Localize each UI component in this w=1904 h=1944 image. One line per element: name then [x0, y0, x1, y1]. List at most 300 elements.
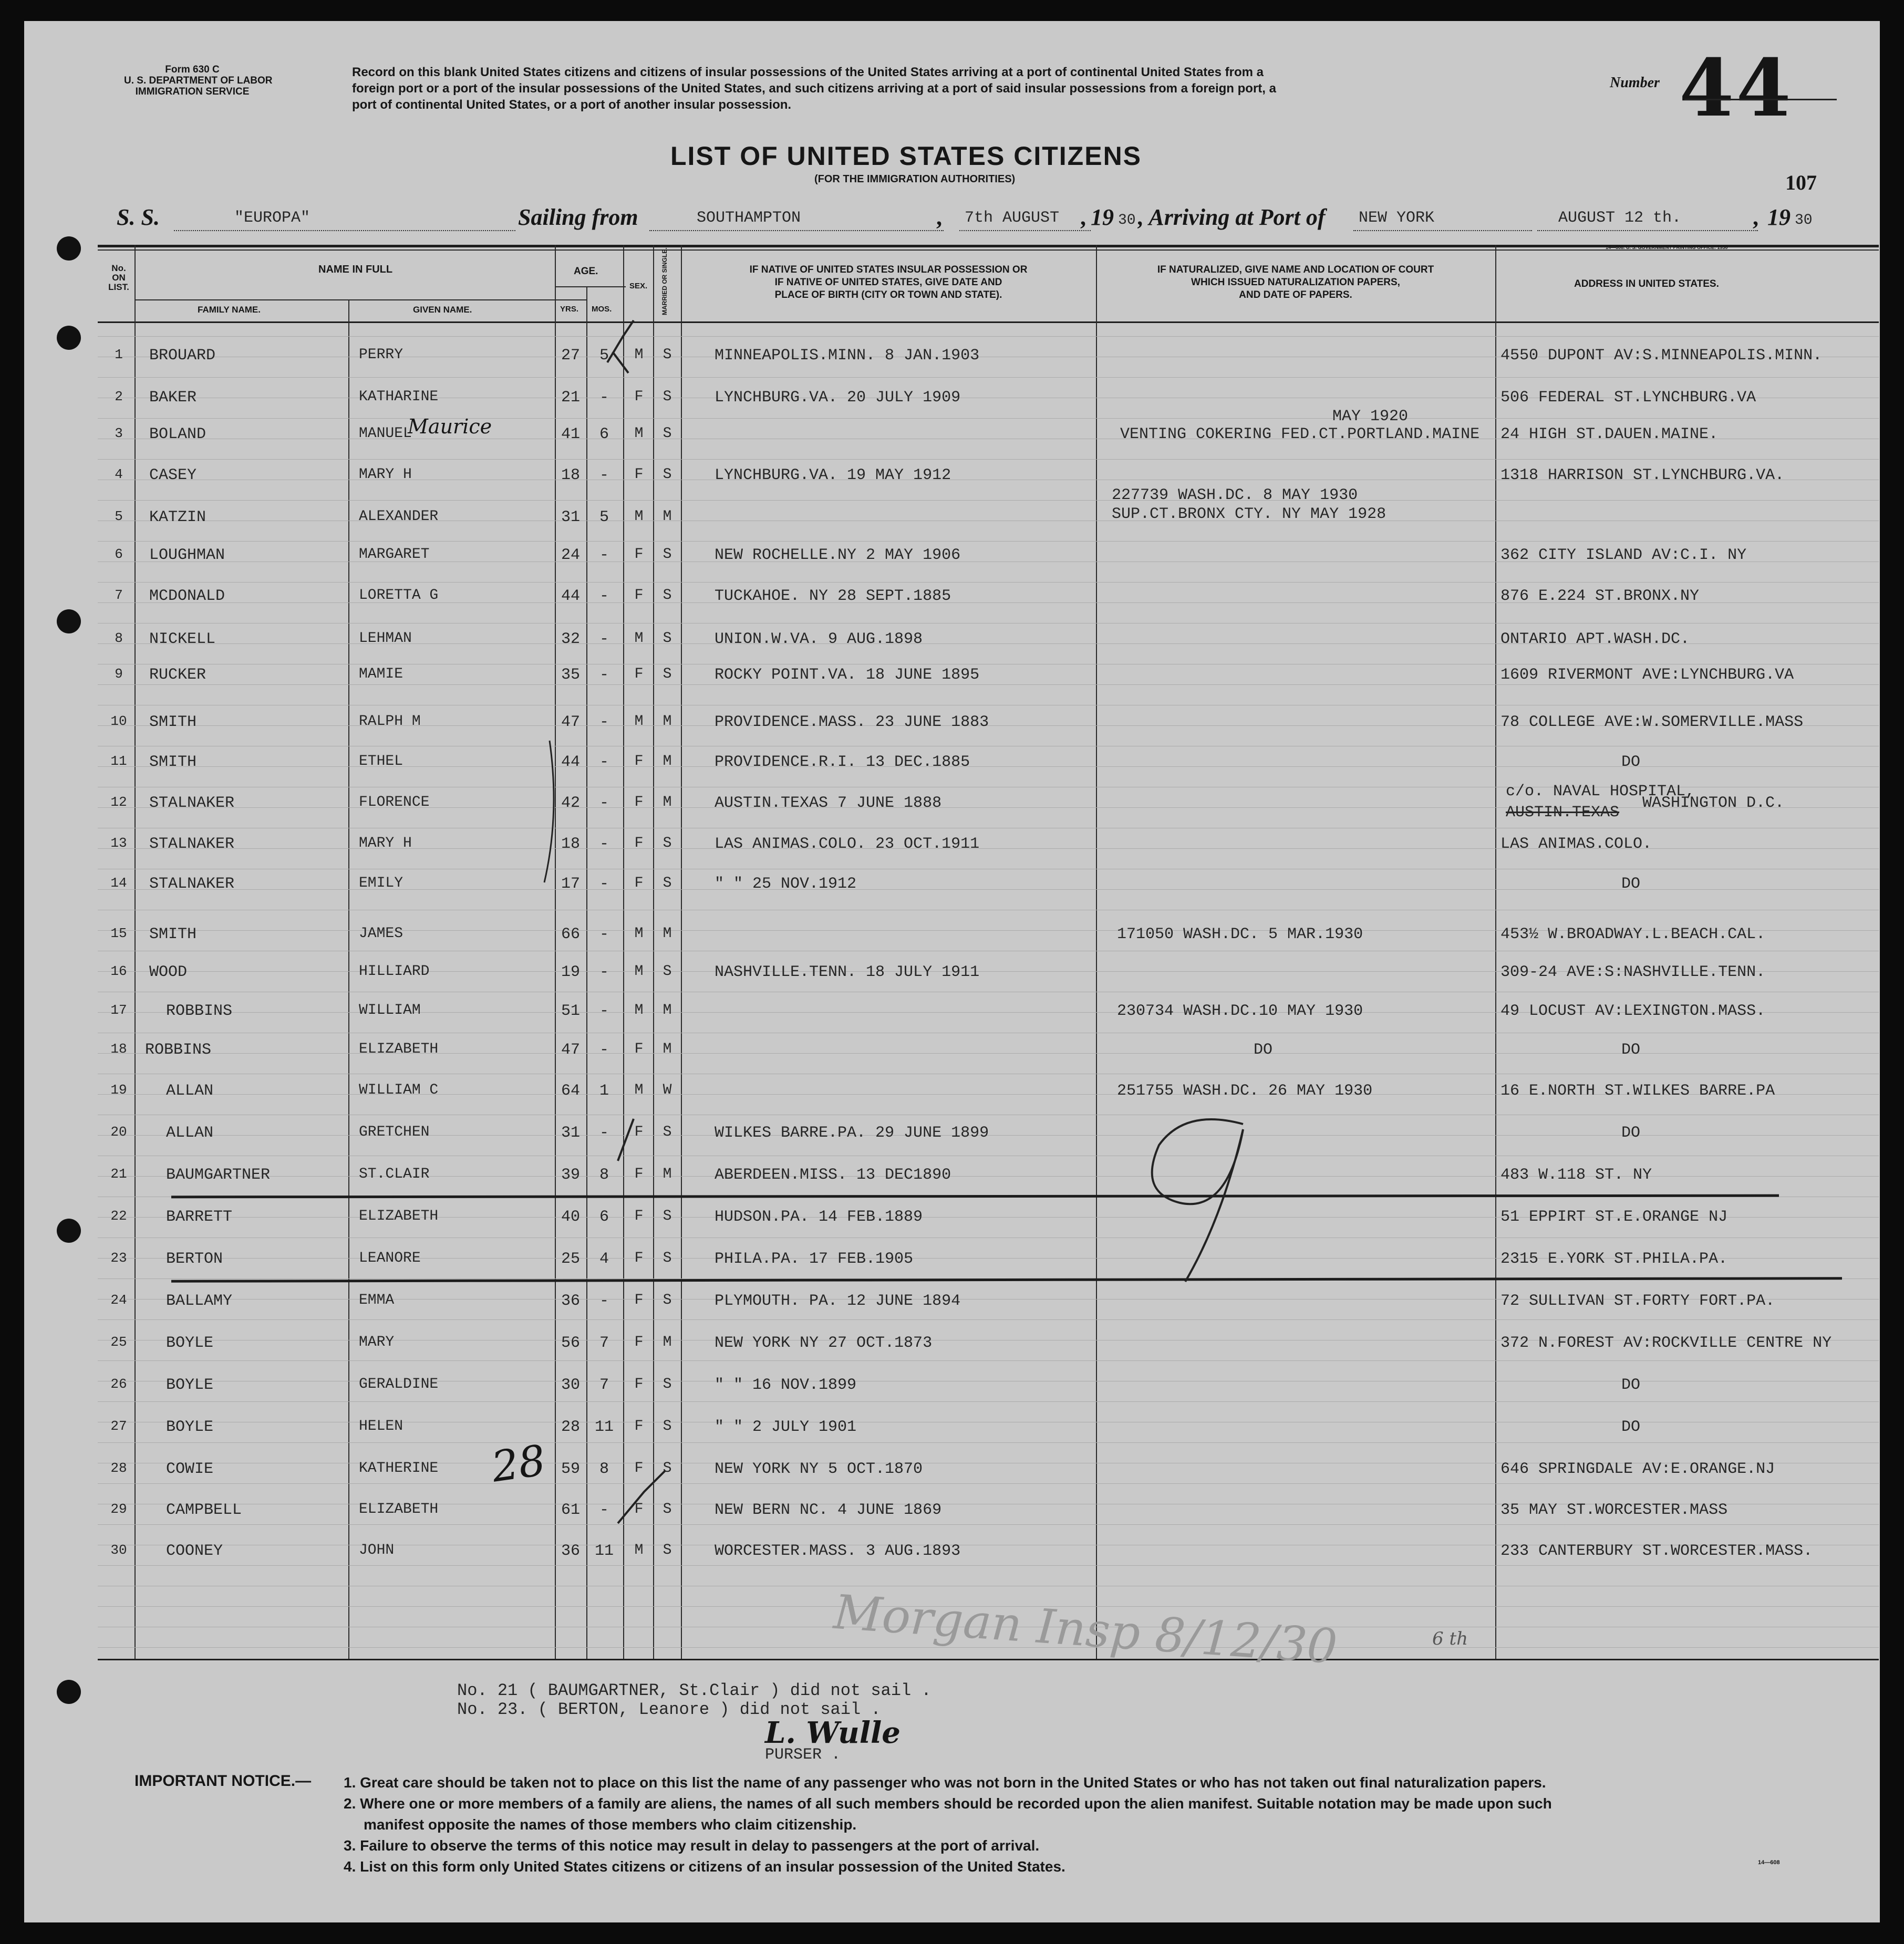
inspector-stamp: Morgan Insp 8/12/30: [832, 1584, 1339, 1675]
cell-yrs: 41: [561, 425, 581, 443]
cell-birth: NEW BERN NC. 4 JUNE 1869: [715, 1501, 942, 1519]
notice-title: IMPORTANT NOTICE.—: [134, 1772, 312, 1790]
cell-addr: 506 FEDERAL ST.LYNCHBURG.VA: [1501, 389, 1756, 407]
cell-no: 11: [110, 753, 127, 769]
printer-line: 14—608. U. S. GOVERNMENT PRINTING OFFICE: 1930: [1606, 245, 1728, 250]
cell-no: 10: [110, 713, 127, 729]
form-info: [124, 64, 273, 97]
cell-no: 15: [110, 926, 127, 941]
cell-birth: " " 2 JULY 1901: [715, 1418, 857, 1436]
ledger-line: [98, 1442, 1879, 1443]
cell-yrs: 30: [561, 1376, 581, 1394]
cell-addr: LAS ANIMAS.COLO.: [1501, 835, 1652, 853]
cell-sex: F: [634, 875, 644, 891]
cell-nat: 230734 WASH.DC.10 MAY 1930: [1117, 1002, 1363, 1020]
cell-no: 4: [115, 466, 123, 482]
cell-given: ELIZABETH: [359, 1041, 439, 1057]
cell-addr: ONTARIO APT.WASH.DC.: [1501, 630, 1690, 648]
cell-given: GERALDINE: [359, 1376, 439, 1392]
hand-nine: [1138, 1114, 1264, 1292]
cell-no: 27: [110, 1418, 127, 1434]
cell-ms: S: [663, 546, 672, 563]
number-label: Number: [1610, 75, 1660, 91]
cell-yrs: 47: [561, 1041, 581, 1059]
check-marks: [602, 315, 686, 1628]
ledger-line: [98, 1360, 1879, 1361]
cell-yrs: 19: [561, 963, 581, 981]
cell-given: ETHEL: [359, 753, 403, 770]
cell-family: CASEY: [149, 466, 197, 484]
cell-yrs: 47: [561, 713, 581, 731]
header-age: AGE.: [574, 266, 598, 277]
cell-ms: S: [663, 666, 672, 682]
punch-hole: [57, 236, 81, 261]
cell-family: COWIE: [166, 1460, 214, 1478]
cell-no: 21: [110, 1166, 127, 1182]
cell-given: RALPH M: [359, 713, 421, 730]
cell-addr: DO: [1621, 753, 1641, 771]
cell-yrs: 31: [561, 508, 581, 526]
cell-addr: 483 W.118 ST. NY: [1501, 1166, 1652, 1184]
cell-addr: 4550 DUPONT AV:S.MINNEAPOLIS.MINN.: [1501, 347, 1823, 365]
cell-no: 8: [115, 630, 123, 646]
ledger-line: [98, 1565, 1879, 1566]
cell-yrs: 36: [561, 1292, 581, 1310]
footnote-row-23: No. 23. ( BERTON, Leanore ) did not sail .: [457, 1700, 881, 1719]
ledger-line: [98, 418, 1879, 419]
header-married: MARRIED OR SINGLE.: [661, 247, 668, 315]
cell-ms: W: [663, 1082, 672, 1098]
cell-sex: M: [634, 347, 644, 363]
page-number: 107: [1785, 171, 1817, 194]
strike-row-21: [171, 1194, 1779, 1199]
cell-family: BERTON: [166, 1250, 223, 1268]
cell-family: BAUMGARTNER: [166, 1166, 271, 1184]
cell-ms: S: [663, 1208, 672, 1224]
cell-sex: F: [634, 389, 644, 405]
cell-sex: F: [634, 1460, 644, 1477]
cell-yrs: 24: [561, 546, 581, 564]
notice-item: 2. Where one or more members of a family are aliens, the names of all such members should be recorded upon the alien manifest. Suitable notation may be made upon such: [344, 1795, 1552, 1812]
cell-addr: DO: [1621, 1041, 1641, 1059]
header-no: No. ON LIST.: [108, 263, 129, 292]
cell-sex: M: [634, 630, 644, 647]
cell-given: HILLIARD: [359, 963, 430, 980]
cell-family: ALLAN: [166, 1082, 214, 1100]
cell-mos: -: [599, 1501, 609, 1519]
cell-given: ST.CLAIR: [359, 1166, 430, 1182]
cell-family: KATZIN: [149, 508, 206, 526]
cell-ms: M: [663, 713, 672, 730]
instructions: [352, 64, 1276, 113]
row3-hand-given: Maurice: [408, 415, 492, 438]
cell-sex: F: [634, 1041, 644, 1057]
ship-name: "EUROPA": [234, 209, 311, 227]
arrival-year: 30: [1795, 212, 1813, 228]
cell-yrs: 61: [561, 1501, 581, 1519]
cell-mos: -: [599, 963, 609, 981]
cell-mos: -: [599, 875, 609, 893]
cell-addr: 646 SPRINGDALE AV:E.ORANGE.NJ: [1501, 1460, 1775, 1478]
cell-sex: M: [634, 963, 644, 980]
cell-ms: S: [663, 630, 672, 647]
ledger-line: [98, 377, 1879, 378]
cell-addr: 35 MAY ST.WORCESTER.MASS: [1501, 1501, 1728, 1519]
cell-mos: 8: [599, 1460, 609, 1478]
ledger-line: [98, 336, 1879, 337]
cell-family: NICKELL: [149, 630, 216, 648]
cell-family: BOYLE: [166, 1334, 214, 1352]
notice-code: 14—608: [1758, 1859, 1780, 1866]
cell-sex: F: [634, 1292, 644, 1308]
cell-birth: WORCESTER.MASS. 3 AUG.1893: [715, 1542, 961, 1560]
cell-mos: -: [599, 1002, 609, 1020]
cell-given: MANUEL: [359, 425, 412, 442]
cell-family: WOOD: [149, 963, 188, 981]
cell-mos: -: [599, 546, 609, 564]
cell-no: 1: [115, 347, 123, 362]
cell-ms: M: [663, 794, 672, 810]
cell-family: BOYLE: [166, 1418, 214, 1436]
sailing-from-label: Sailing from: [518, 204, 638, 230]
cell-ms: S: [663, 1376, 672, 1392]
cell-given: JOHN: [359, 1542, 395, 1558]
cell-addr: 51 EPPIRT ST.E.ORANGE NJ: [1501, 1208, 1728, 1226]
cell-mos: 7: [599, 1334, 609, 1352]
punch-hole: [57, 326, 81, 350]
cell-birth: PLYMOUTH. PA. 12 JUNE 1894: [715, 1292, 961, 1310]
cell-mos: 6: [599, 1208, 609, 1226]
cell-family: SMITH: [149, 713, 197, 731]
cell-addr: 24 HIGH ST.DAUEN.MAINE.: [1501, 425, 1719, 443]
cell-family: COONEY: [166, 1542, 223, 1560]
cell-addr: 233 CANTERBURY ST.WORCESTER.MASS.: [1501, 1542, 1813, 1560]
cell-ms: S: [663, 1501, 672, 1517]
cell-sex: M: [634, 1002, 644, 1018]
header-given-name: GIVEN NAME.: [413, 305, 472, 315]
cell-no: 14: [110, 875, 127, 891]
page-subtitle: (FOR THE IMMIGRATION AUTHORITIES): [814, 173, 1016, 185]
cell-ms: M: [663, 1041, 672, 1057]
cell-given: ALEXANDER: [359, 508, 439, 525]
cell-sex: M: [634, 508, 644, 525]
cell-addr: WASHINGTON D.C.: [1642, 794, 1785, 812]
cell-ms: M: [663, 926, 672, 942]
header-family-name: FAMILY NAME.: [198, 305, 261, 315]
sailing-year: 30: [1118, 212, 1136, 228]
strike-row-23: [171, 1277, 1842, 1283]
cell-no: 3: [115, 425, 123, 441]
sailing-date: 7th AUGUST: [965, 209, 1060, 227]
cell-yrs: 66: [561, 926, 581, 943]
cell-sex: M: [634, 1082, 644, 1098]
cell-yrs: 42: [561, 794, 581, 812]
cell-birth: ABERDEEN.MISS. 13 DEC1890: [715, 1166, 951, 1184]
cell-yrs: 18: [561, 466, 581, 484]
cell-given: MARY: [359, 1334, 395, 1350]
cell-ms: S: [663, 875, 672, 891]
cell-mos: 8: [599, 1166, 609, 1184]
cell-addr: 362 CITY ISLAND AV:C.I. NY: [1501, 546, 1747, 564]
cell-family: ALLAN: [166, 1124, 214, 1142]
cell-family: BALLAMY: [166, 1292, 233, 1310]
cell-family: MCDONALD: [149, 587, 225, 605]
cell-mos: -: [599, 794, 609, 812]
cell-birth: UNION.W.VA. 9 AUG.1898: [715, 630, 923, 648]
ledger-line: [98, 1524, 1879, 1525]
cell-sex: F: [634, 1418, 644, 1434]
cell-ms: S: [663, 587, 672, 604]
cell-mos: -: [599, 1124, 609, 1142]
cell-nat: 251755 WASH.DC. 26 MAY 1930: [1117, 1082, 1373, 1100]
cell-birth: LAS ANIMAS.COLO. 23 OCT.1911: [715, 835, 980, 853]
cell-sex: F: [634, 1376, 644, 1392]
cell-given: WILLIAM: [359, 1002, 421, 1018]
cell-addr: DO: [1621, 875, 1641, 893]
cell-given: LEHMAN: [359, 630, 412, 647]
cell-addr: 372 N.FOREST AV:ROCKVILLE CENTRE NY: [1501, 1334, 1832, 1352]
cell-birth: PROVIDENCE.R.I. 13 DEC.1885: [715, 753, 970, 771]
cell-addr: 1609 RIVERMONT AVE:LYNCHBURG.VA: [1501, 666, 1794, 684]
cell-sex: F: [634, 753, 644, 770]
purser-signature: L. Wulle: [765, 1716, 901, 1750]
instruction-line: Record on this blank United States citizens and citizens of insular possessions of the United States arriving at a port of continental United States from a: [352, 65, 1264, 79]
cell-sex: F: [634, 1334, 644, 1350]
cell-family: BOLAND: [149, 425, 206, 443]
header-naturalized: IF NATURALIZED, GIVE NAME AND LOCATION OF COURT WHICH ISSUED NATURALIZATION PAPERS, AND DATE OF PAPERS.: [1157, 264, 1434, 300]
cell-birth: NEW YORK NY 5 OCT.1870: [715, 1460, 923, 1478]
ledger-line: [98, 1319, 1879, 1320]
cell-family: BARRETT: [166, 1208, 233, 1226]
cell-no: 17: [110, 1002, 127, 1018]
cell-mos: -: [599, 753, 609, 771]
sailing-from: SOUTHAMPTON: [697, 209, 801, 227]
cell-given: MARY H: [359, 835, 412, 851]
purser-label: PURSER .: [765, 1746, 841, 1764]
cell-family: SMITH: [149, 926, 197, 943]
cell-given: KATHARINE: [359, 389, 439, 405]
cell-sex: F: [634, 546, 644, 563]
cell-family: LOUGHMAN: [149, 546, 225, 564]
cell-birth: " " 16 NOV.1899: [715, 1376, 857, 1394]
department: U. S. DEPARTMENT OF LABOR: [124, 75, 273, 86]
cell-mos: -: [599, 466, 609, 484]
cell-nat: VENTING COKERING FED.CT.PORTLAND.MAINE: [1120, 425, 1480, 443]
cell-ms: S: [663, 1250, 672, 1266]
instruction-line: port of continental United States, or a port of another insular possession.: [352, 98, 792, 112]
cell-yrs: 40: [561, 1208, 581, 1226]
ledger-line: [98, 582, 1879, 583]
cell-sex: F: [634, 794, 644, 810]
cell-family: BAKER: [149, 389, 197, 407]
cell-addr: 49 LOCUST AV:LEXINGTON.MASS.: [1501, 1002, 1766, 1020]
cell-given: MAMIE: [359, 666, 403, 682]
row12-addr-above: c/o. NAVAL HOSPITAL,: [1506, 783, 1695, 801]
cell-given: EMILY: [359, 875, 403, 891]
cell-addr: 16 E.NORTH ST.WILKES BARRE.PA: [1501, 1082, 1775, 1100]
cell-addr: 309-24 AVE:S:NASHVILLE.TENN.: [1501, 963, 1766, 981]
cell-birth: HUDSON.PA. 14 FEB.1889: [715, 1208, 923, 1226]
cell-given: GRETCHEN: [359, 1124, 430, 1140]
cell-family: STALNAKER: [149, 835, 235, 853]
notice-item: manifest opposite the names of those members who claim citizenship.: [364, 1816, 857, 1833]
cell-family: ROBBINS: [166, 1002, 233, 1020]
cell-addr: 1318 HARRISON ST.LYNCHBURG.VA.: [1501, 466, 1785, 484]
cell-sex: F: [634, 1124, 644, 1140]
cell-family: CAMPBELL: [166, 1501, 242, 1519]
form-number: Form 630 C: [165, 64, 220, 75]
cell-yrs: 64: [561, 1082, 581, 1100]
cell-no: 18: [110, 1041, 127, 1057]
cell-given: PERRY: [359, 347, 403, 363]
cell-addr: DO: [1621, 1376, 1641, 1394]
inspector-initials: 6 th: [1432, 1628, 1468, 1649]
punch-hole: [57, 609, 81, 633]
notice-item: 4. List on this form only United States citizens or citizens of an insular possession of the United States.: [344, 1858, 1065, 1875]
header-mos: MOS.: [592, 305, 612, 314]
cell-ms: M: [663, 1166, 672, 1182]
cell-birth: LYNCHBURG.VA. 19 MAY 1912: [715, 466, 951, 484]
cell-mos: 5: [599, 347, 609, 365]
cell-birth: AUSTIN.TEXAS 7 JUNE 1888: [715, 794, 942, 812]
service: IMMIGRATION SERVICE: [135, 86, 250, 97]
cell-birth: NASHVILLE.TENN. 18 JULY 1911: [715, 963, 980, 981]
cell-sex: M: [634, 1542, 644, 1558]
cell-ms: S: [663, 425, 672, 442]
cell-family: STALNAKER: [149, 794, 235, 812]
cell-yrs: 21: [561, 389, 581, 407]
cell-no: 6: [115, 546, 123, 562]
ledger-line: [98, 684, 1879, 685]
hand-mark-28: 28: [489, 1436, 549, 1492]
header-name-in-full: NAME IN FULL: [318, 264, 393, 275]
cell-no: 2: [115, 389, 123, 404]
cell-ms: S: [663, 466, 672, 483]
ledger-line: [98, 1401, 1879, 1402]
cell-yrs: 44: [561, 753, 581, 771]
cell-no: 20: [110, 1124, 127, 1140]
cell-sex: F: [634, 666, 644, 682]
cell-yrs: 18: [561, 835, 581, 853]
cell-birth: LYNCHBURG.VA. 20 JULY 1909: [715, 389, 961, 407]
ship-label: S. S.: [117, 204, 160, 230]
cell-given: EMMA: [359, 1292, 395, 1308]
cell-given: HELEN: [359, 1418, 403, 1434]
cell-given: KATHERINE: [359, 1460, 439, 1477]
cell-no: 9: [115, 666, 123, 682]
cell-nat: 171050 WASH.DC. 5 MAR.1930: [1117, 926, 1363, 943]
cell-yrs: 28: [561, 1418, 581, 1436]
cell-mos: 6: [599, 425, 609, 443]
cell-addr: 2315 E.YORK ST.PHILA.PA.: [1501, 1250, 1728, 1268]
row5-nat-2: SUP.CT.BRONX CTY. NY MAY 1928: [1112, 505, 1386, 523]
cell-family: BOYLE: [166, 1376, 214, 1394]
cell-given: ELIZABETH: [359, 1501, 439, 1517]
cell-family: BROUARD: [149, 347, 216, 365]
cell-yrs: 35: [561, 666, 581, 684]
cell-ms: S: [663, 1124, 672, 1140]
cell-birth: PHILA.PA. 17 FEB.1905: [715, 1250, 914, 1268]
cell-addr: DO: [1621, 1418, 1641, 1436]
cell-mos: 11: [594, 1542, 614, 1560]
cell-ms: S: [663, 1292, 672, 1308]
cell-no: 22: [110, 1208, 127, 1224]
cell-mos: -: [599, 1292, 609, 1310]
cell-ms: S: [663, 963, 672, 980]
cell-mos: -: [599, 835, 609, 853]
cell-ms: S: [663, 1418, 672, 1434]
ledger-line: [98, 459, 1879, 460]
cell-birth: ROCKY POINT.VA. 18 JUNE 1895: [715, 666, 980, 684]
cell-sex: F: [634, 1250, 644, 1266]
cell-addr: DO: [1621, 1124, 1641, 1142]
cell-no: 19: [110, 1082, 127, 1098]
cell-birth: TUCKAHOE. NY 28 SEPT.1885: [715, 587, 951, 605]
cell-ms: S: [663, 835, 672, 851]
instruction-line: foreign port or a port of the insular possessions of the United States, and such citizens arriving at a port of said insular possessions from a foreign port, a: [352, 81, 1276, 96]
arrival-date: AUGUST 12 th.: [1558, 209, 1682, 227]
cell-no: 25: [110, 1334, 127, 1350]
cell-yrs: 39: [561, 1166, 581, 1184]
cell-mos: 1: [599, 1082, 609, 1100]
cell-addr: 78 COLLEGE AVE:W.SOMERVILLE.MASS: [1501, 713, 1804, 731]
row5-nat-1: 227739 WASH.DC. 8 MAY 1930: [1112, 486, 1358, 504]
manifest-page: Form 630 C U. S. DEPARTMENT OF LABOR IMMIGRATION SERVICE Record on this blank United States citizens and citizens of insular possessions of the United States arriving at a port of continental United States from a foreign port or a port of the insular possessions of the United States, and such citizens arriving at a port of said insular possessions from a foreign port, a port of continental United States, or a port of another insular possession. Number 44 LIST OF UNITED STATES CITIZENS (FOR THE IMMIGRATION AUTHORITIES) 107 S. S. "EUROPA" Sailing from SOUTHAMPTON , 7th AUGUST , 19 30 , Arriving at Port of NEW YORK AUGUST 12 th. , 19 30 No. ON LIST. NAME IN FULL FAMILY NAME. GIVEN NAME. AGE. YRS. MOS. SEX. MARRIED OR SINGLE. IF NATIVE OF UNITED STATES INSULAR POSSESSION OR IF NATIVE OF UNITED STATES, GIVE DATE AND PLACE OF BIRTH (CITY OR TOWN AND STATE). IF NATURALIZED, GIVE NAME AND LOCATION OF COURT WHICH ISSUED NATURALIZATION PAPERS, AND DATE OF PAPERS. ADDRESS IN UNITED STATES. 14—608. U. S. GOVERNMENT PRINTING OFFICE: 1930 1 BROUARD PERRY 27 5 M S MINNEAPOLIS.MINN. 8 JAN.1903 4550 DUPONT AV:S.MINNEAPOLIS.MINN. 2 BAKER KATHARINE 21 - F S LYNCHBURG.VA. 20 JULY 1909 506 FEDERAL ST.LYNCHBURG.VA 3 BOLAND MANUEL 41 6 M S VENTING COKERING FED.CT.PORTLAND.MAINE 24 HIGH ST.DAUEN.MAINE. 4 CASEY MARY H 18 - F S LYNCHBURG.VA. 19 MAY 1912 1318 HARRISON ST.LYNCHBURG.VA. 5 KATZIN ALEXANDER 31 5 M M 6 LOUGHMAN MARGARET 24 - F S NEW ROCHELLE.NY 2 MAY 1906 362 CITY ISLAND AV:C.I. NY 7 MCDONALD LORETTA G 44 - F S TUCKAHOE. NY 28 SEPT.1885 876 E.224 ST.BRONX.NY 8 NICKELL LEHMAN 32 - M S UNION.W.VA. 9 AUG.1898 ONTARIO APT.WASH.DC. 9 RUCKER MAMIE 35 - F S ROCKY POINT.VA. 18 JUNE 1895 1609 RIVERMONT AVE:LYNCHBURG.VA 10 SMITH RALPH M 47 - M M PROVIDENCE.MASS. 23 JUNE 1883 78 COLLEGE AVE:W.SOMERVILLE.MASS 11 SMITH ETHEL 44 - F M PROVIDENCE.R.I. 13 DEC.1885 DO 12 STALNAKER FLORENCE 42 - F M AUSTIN.TEXAS 7 JUNE 1888 WASHINGTON D.C. 13 STALNAKER MARY H 18 - F S LAS ANIMAS.COLO. 23 OCT.1911 LAS ANIMAS.COLO. 14 STALNAKER EMILY 17 - F S " " 25 NOV.1912 DO 15 SMITH JAMES 66 - M M 171050 WASH.DC. 5 MAR.1930 453½ W.BROADWAY.L.BEACH.CAL. 16 WOOD HILLIARD 19 - M S NASHVILLE.TENN. 18 JULY 1911 309-24 AVE:S:NASHVILLE.TENN. 17 ROBBINS WILLIAM 51 - M M 230734 WASH.DC.10 MAY 1930 49 LOCUST AV:LEXINGTON.MASS. 18 ROBBINS ELIZABETH 47 - F M DO DO 19 ALLAN WILLIAM C 64 1 M W 251755 WASH.DC. 26 MAY 1930 16 E.NORTH ST.WILKES BARRE.PA 20 ALLAN GRETCHEN 31 - F S WILKES BARRE.PA. 29 JUNE 1899 DO 21 BAUMGARTNER ST.CLAIR 39 8 F M ABERDEEN.MISS. 13 DEC1890 483 W.118 ST. NY 22 BARRETT ELIZABETH 40 6 F S HUDSON.PA. 14 FEB.1889 51 EPPIRT ST.E.ORANGE NJ 23 BERTON LEANORE 25 4 F S PHILA.PA. 17 FEB.1905 2315 E.YORK ST.PHILA.PA. 24 BALLAMY EMMA 36 - F S PLYMOUTH. PA. 12 JUNE 1894 72 SULLIVAN ST.FORTY FORT.PA. 25 BOYLE MARY 56 7 F M NEW YORK NY 27 OCT.1873 372 N.FOREST AV:ROCKVILLE CENTRE NY 26 BOYLE GERALDINE 30 7 F S " " 16 NOV.1899 DO 27 BOYLE HELEN 28 11 F S " " 2 JULY 1901 DO 28 COWIE KATHERINE 59 8 F S NEW YORK NY 5 OCT.1870 646 SPRINGDALE AV:E.ORANGE.NJ 29 CAMPBELL ELIZABETH 61 - F S NEW BERN NC. 4 JUNE 1869 35 MAY ST.WORCESTER.MASS 30 COONEY JOHN 36 11 M S WORCESTER.MASS. 3 AUG.1893 233 CANTERBURY ST.WORCESTER.MASS. MAY 1920 Maurice 227739 WASH.DC. 8 MAY 1930 SUP.CT.BRONX CTY. NY MAY 1928 c/o. NAVAL HOSPITAL, AUSTIN.TEXAS Morgan Insp 8/12/30 6 th 28 No. 21 ( BAUMGARTNER, St.Clair ) did not sail . No. 23. ( BERTON, Leanore ) did not sail . L. Wulle PURSER . IMPORTANT NOTICE.— 1. Great care should be taken not to place on this list the name of any passenger who was not born in the United States or who has not taken out final naturalization papers. 2. Where one or more members of a family are aliens, the names of all such members should be recorded upon the alien manifest. Suitable notation may be made upon such manifest opposite the names of those members who claim citizenship. 3. Failure to observe the terms of this notice may result in delay to passengers at the port of arrival. 4. List on this form only United States citizens or citizens of an insular possession of the United States. 14—608: [24, 21, 1880, 1922]
notice-item: 3. Failure to observe the terms of this notice may result in delay to passengers at the port of arrival.: [344, 1837, 1040, 1854]
cell-given: LORETTA G: [359, 587, 439, 604]
cell-addr: 876 E.224 ST.BRONX.NY: [1501, 587, 1700, 605]
page-title: LIST OF UNITED STATES CITIZENS: [670, 141, 1142, 171]
cell-yrs: 56: [561, 1334, 581, 1352]
cell-ms: S: [663, 1542, 672, 1558]
cell-family: SMITH: [149, 753, 197, 771]
row3-nat-date: MAY 1920: [1332, 408, 1409, 425]
cell-addr: 453½ W.BROADWAY.L.BEACH.CAL.: [1501, 926, 1766, 943]
ledger-line: [98, 541, 1879, 542]
punch-hole: [57, 1680, 81, 1704]
cell-mos: 7: [599, 1376, 609, 1394]
cell-birth: WILKES BARRE.PA. 29 JUNE 1899: [715, 1124, 989, 1142]
cell-no: 30: [110, 1542, 127, 1558]
cell-ms: M: [663, 1334, 672, 1350]
cell-birth: NEW ROCHELLE.NY 2 MAY 1906: [715, 546, 961, 564]
cell-mos: 11: [594, 1418, 614, 1436]
cell-sex: F: [634, 466, 644, 483]
cell-mos: -: [599, 630, 609, 648]
cell-sex: F: [634, 1208, 644, 1224]
cell-ms: M: [663, 753, 672, 770]
cell-no: 23: [110, 1250, 127, 1266]
cell-given: WILLIAM C: [359, 1082, 439, 1098]
cell-mos: -: [599, 1041, 609, 1059]
cell-ms: M: [663, 508, 672, 525]
cell-yrs: 51: [561, 1002, 581, 1020]
cell-yrs: 36: [561, 1542, 581, 1560]
cell-given: FLORENCE: [359, 794, 430, 810]
cell-given: ELIZABETH: [359, 1208, 439, 1224]
cell-given: LEANORE: [359, 1250, 421, 1266]
arriving-port: NEW YORK: [1359, 209, 1435, 227]
cell-sex: F: [634, 835, 644, 851]
cell-sex: M: [634, 926, 644, 942]
punch-hole: [57, 1219, 81, 1243]
cell-sex: F: [634, 587, 644, 604]
header-address: ADDRESS IN UNITED STATES.: [1574, 278, 1719, 289]
cell-sex: F: [634, 1501, 644, 1517]
cell-no: 28: [110, 1460, 127, 1476]
cell-given: MARY H: [359, 466, 412, 483]
cell-family: ROBBINS: [145, 1041, 212, 1059]
